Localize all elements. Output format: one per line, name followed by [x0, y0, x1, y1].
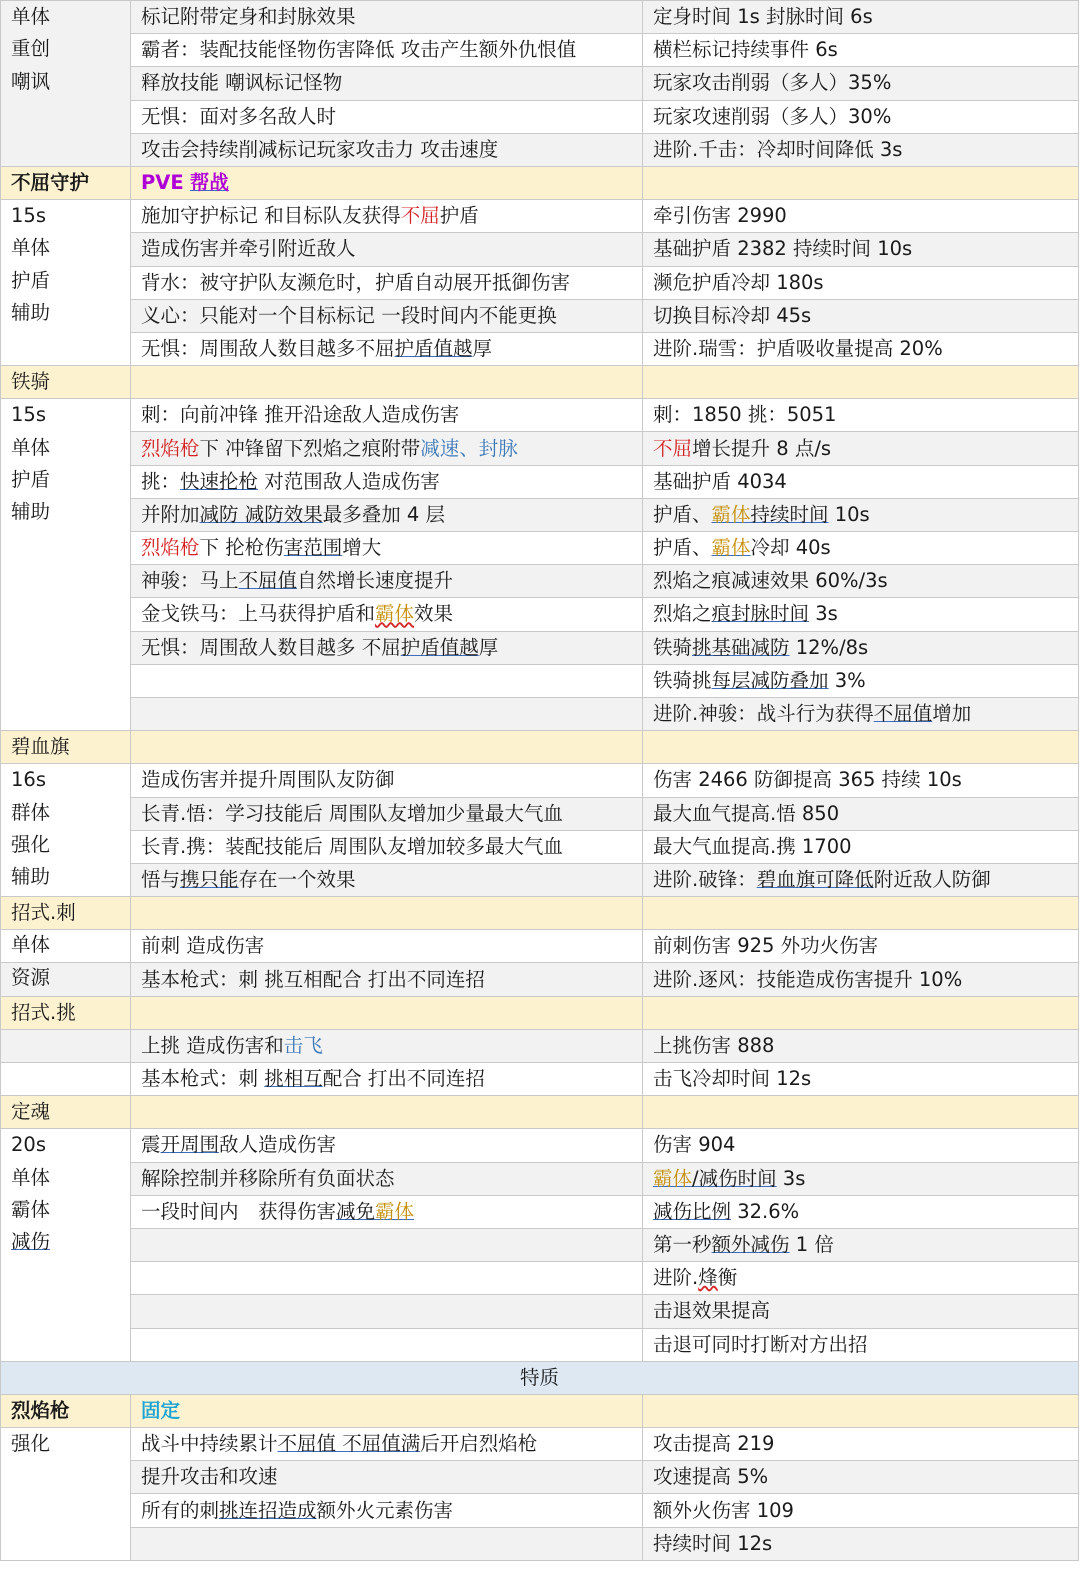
- skill-tag: 护盾: [11, 268, 51, 292]
- table-row: [1, 830, 1079, 863]
- effect-cell: [131, 996, 643, 1029]
- value-cell: 击退效果提高: [643, 1295, 1079, 1328]
- skill-tag: 辅助: [11, 500, 51, 524]
- skill-tag: 资源: [1, 963, 131, 996]
- skill-tag: 单体: [11, 1165, 51, 1189]
- skill-tag: 单体: [11, 435, 51, 459]
- value-cell: [643, 166, 1079, 199]
- value-cell: 基础护盾 4034: [643, 465, 1079, 498]
- skill-header-row: [1, 366, 1079, 399]
- value-cell: 上挑伤害 888: [643, 1029, 1079, 1062]
- effect-cell: 施加守护标记 和目标队友获得不屈护盾: [131, 200, 643, 233]
- value-cell: [643, 897, 1079, 930]
- effect-cell: 烈焰枪下 冲锋留下烈焰之痕附带减速、封脉: [131, 432, 643, 465]
- table-row: [1, 1063, 1079, 1096]
- table-row: [1, 100, 1079, 133]
- value-cell: 最大气血提高.携 1700: [643, 830, 1079, 863]
- skill-tag: 15s: [11, 204, 46, 228]
- table-row: [1, 1295, 1079, 1328]
- effect-cell: 上挑 造成伤害和击飞: [131, 1029, 643, 1062]
- skill-mode-cell: [131, 166, 643, 199]
- effect-cell: [131, 1328, 643, 1361]
- effect-cell: 一段时间内 获得伤害减免霸体: [131, 1195, 643, 1228]
- value-cell: 伤害 904: [643, 1129, 1079, 1162]
- skill-tag: 减伤: [11, 1230, 51, 1254]
- skill-name: 烈焰枪: [1, 1394, 131, 1427]
- effect-cell: 无惧：面对多名敌人时: [131, 100, 643, 133]
- skill-tag: 15s: [11, 403, 46, 427]
- value-cell: 横栏标记持续事件 6s: [643, 34, 1079, 67]
- value-cell: 基础护盾 2382 持续时间 10s: [643, 233, 1079, 266]
- skill-header-row: [1, 1096, 1079, 1129]
- value-cell: [643, 996, 1079, 1029]
- table-row: [1, 1262, 1079, 1295]
- effect-cell: 无惧：周围敌人数目越多 不屈护盾值越厚: [131, 631, 643, 664]
- value-cell: 击退可同时打断对方出招: [643, 1328, 1079, 1361]
- skill-header-row: [1, 166, 1079, 199]
- effect-cell: [131, 366, 643, 399]
- table-row: [1, 34, 1079, 67]
- effect-cell: 烈焰枪下 抡枪伤害范围增大: [131, 532, 643, 565]
- skill-tag: 16s: [11, 768, 46, 792]
- value-cell: 护盾、霸体持续时间 10s: [643, 498, 1079, 531]
- skill-header-row: [1, 1394, 1079, 1427]
- effect-cell: 基本枪式：刺 挑相互配合 打出不同连招: [131, 1063, 643, 1096]
- value-cell: 不屈增长提升 8 点/s: [643, 432, 1079, 465]
- effect-cell: 背水：被守护队友濒危时，护盾自动展开抵御伤害: [131, 266, 643, 299]
- effect-cell: 霸者：装配技能怪物伤害降低 攻击产生额外仇恨值: [131, 34, 643, 67]
- skill-tags-cell: [1, 399, 131, 731]
- table-row: [1, 1228, 1079, 1261]
- table-row: [1, 465, 1079, 498]
- table-row: [1, 67, 1079, 100]
- value-cell: 持续时间 12s: [643, 1527, 1079, 1560]
- value-cell: 护盾、霸体冷却 40s: [643, 532, 1079, 565]
- table-row: [1, 598, 1079, 631]
- value-cell: 前刺伤害 925 外功火伤害: [643, 930, 1079, 963]
- table-row: [1, 133, 1079, 166]
- effect-cell: 释放技能 嘲讽标记怪物: [131, 67, 643, 100]
- section-title: 特质: [1, 1361, 1079, 1394]
- effect-cell: 无惧：周围敌人数目越多不屈护盾值越厚: [131, 332, 643, 365]
- value-cell: 进阶.烽衡: [643, 1262, 1079, 1295]
- value-cell: 伤害 2466 防御提高 365 持续 10s: [643, 764, 1079, 797]
- effect-cell: 震开周围敌人造成伤害: [131, 1129, 643, 1162]
- table-row: [1, 432, 1079, 465]
- effect-cell: 刺：向前冲锋 推开沿途敌人造成伤害: [131, 399, 643, 432]
- skill-header-row: [1, 731, 1079, 764]
- effect-cell: 解除控制并移除所有负面状态: [131, 1162, 643, 1195]
- effect-cell: [131, 1096, 643, 1129]
- effect-cell: 标记附带定身和封脉效果: [131, 1, 643, 34]
- skill-name: 招式.挑: [1, 996, 131, 1029]
- value-cell: 进阶.逐风：技能造成伤害提升 10%: [643, 963, 1079, 996]
- value-cell: 最大血气提高.悟 850: [643, 797, 1079, 830]
- value-cell: [643, 366, 1079, 399]
- skill-name: 不屈守护: [1, 166, 131, 199]
- table-row: [1, 1, 1079, 34]
- effect-cell: 悟与携只能存在一个效果: [131, 863, 643, 896]
- effect-cell: [131, 731, 643, 764]
- table-row: [1, 1328, 1079, 1361]
- table-row: [1, 1428, 1079, 1461]
- effect-cell: 提升攻击和攻速: [131, 1461, 643, 1494]
- skill-tags-cell: [1, 1, 131, 167]
- effect-cell: [131, 697, 643, 730]
- skill-tags-cell: [1, 1129, 131, 1361]
- value-cell: 烈焰之痕减速效果 60%/3s: [643, 565, 1079, 598]
- table-row: [1, 532, 1079, 565]
- skill-tag: 护盾: [11, 467, 51, 491]
- value-cell: 牵引伤害 2990: [643, 200, 1079, 233]
- table-row: [1, 565, 1079, 598]
- skill-tag: 强化: [11, 1432, 51, 1456]
- value-cell: 攻击提高 219: [643, 1428, 1079, 1461]
- table-row: [1, 233, 1079, 266]
- skill-tags-cell: [1, 764, 131, 897]
- skill-tag: 20s: [11, 1133, 46, 1157]
- mode-pve: PVE: [141, 171, 184, 195]
- value-cell: [643, 731, 1079, 764]
- value-cell: 刺：1850 挑：5051: [643, 399, 1079, 432]
- effect-cell: 造成伤害并牵引附近敌人: [131, 233, 643, 266]
- table-row: [1, 863, 1079, 896]
- skill-header-row: [1, 996, 1079, 1029]
- value-cell: 定身时间 1s 封脉时间 6s: [643, 1, 1079, 34]
- table-row: [1, 200, 1079, 233]
- skill-name: 定魂: [1, 1096, 131, 1129]
- effect-cell: [131, 897, 643, 930]
- skill-name: 碧血旗: [1, 731, 131, 764]
- value-cell: 切换目标冷却 45s: [643, 299, 1079, 332]
- table-row: [1, 266, 1079, 299]
- skill-tags-cell: [1, 200, 131, 366]
- effect-cell: 金戈铁马：上马获得护盾和霸体效果: [131, 598, 643, 631]
- skill-tag: 单体: [11, 236, 51, 260]
- skill-name: 招式.刺: [1, 897, 131, 930]
- table-row: [1, 332, 1079, 365]
- skill-header-row: [1, 897, 1079, 930]
- skill-tag: 单体: [1, 930, 131, 963]
- effect-cell: [131, 1295, 643, 1328]
- skill-tag: 单体: [11, 5, 51, 28]
- effect-cell: [131, 1228, 643, 1261]
- table-row: [1, 664, 1079, 697]
- effect-cell: 基本枪式：刺 挑互相配合 打出不同连招: [131, 963, 643, 996]
- effect-cell: 前刺 造成伤害: [131, 930, 643, 963]
- value-cell: 减伤比例 32.6%: [643, 1195, 1079, 1228]
- value-cell: 第一秒额外减伤 1 倍: [643, 1228, 1079, 1261]
- value-cell: 濒危护盾冷却 180s: [643, 266, 1079, 299]
- effect-cell: 战斗中持续累计不屈值 不屈值满后开启烈焰枪: [131, 1428, 643, 1461]
- skill-tag: 强化: [11, 832, 51, 856]
- table-row: [1, 498, 1079, 531]
- table-row: [1, 1494, 1079, 1527]
- value-cell: 铁骑挑基础减防 12%/8s: [643, 631, 1079, 664]
- effect-cell: 长青.悟：学习技能后 周围队友增加少量最大气血: [131, 797, 643, 830]
- table-row: [1, 1162, 1079, 1195]
- mode-guild-war: 帮战: [189, 171, 229, 195]
- skill-tag: 群体: [11, 800, 51, 824]
- skill-tags-cell: [1, 1428, 131, 1561]
- table-row: [1, 1527, 1079, 1560]
- value-cell: 进阶.破锋：碧血旗可降低附近敌人防御: [643, 863, 1079, 896]
- table-row: [1, 299, 1079, 332]
- effect-cell: 长青.携：装配技能后 周围队友增加较多最大气血: [131, 830, 643, 863]
- table-row: [1, 1129, 1079, 1162]
- skill-tag: 辅助: [11, 865, 51, 889]
- value-cell: 玩家攻速削弱（多人）30%: [643, 100, 1079, 133]
- table-row: [1, 1195, 1079, 1228]
- skill-tags-cell: [1, 1063, 131, 1096]
- value-cell: 额外火伤害 109: [643, 1494, 1079, 1527]
- effect-cell: 所有的刺挑连招造成额外火元素伤害: [131, 1494, 643, 1527]
- effect-cell: 造成伤害并提升周围队友防御: [131, 764, 643, 797]
- effect-cell: 并附加减防 减防效果最多叠加 4 层: [131, 498, 643, 531]
- skill-mode-cell: [131, 1394, 643, 1427]
- table-row: [1, 764, 1079, 797]
- table-row: [1, 797, 1079, 830]
- value-cell: 进阶.千击：冷却时间降低 3s: [643, 133, 1079, 166]
- value-cell: [643, 1394, 1079, 1427]
- mode-fixed: 固定: [141, 1398, 181, 1422]
- value-cell: 进阶.瑞雪：护盾吸收量提高 20%: [643, 332, 1079, 365]
- table-row: [1, 930, 1079, 963]
- value-cell: 烈焰之痕封脉时间 3s: [643, 598, 1079, 631]
- value-cell: 霸体/减伤时间 3s: [643, 1162, 1079, 1195]
- effect-cell: [131, 1262, 643, 1295]
- table-row: [1, 631, 1079, 664]
- value-cell: 铁骑挑每层减防叠加 3%: [643, 664, 1079, 697]
- skill-tag: 霸体: [11, 1197, 51, 1221]
- skill-tag: 嘲讽: [11, 69, 51, 93]
- effect-cell: [131, 1527, 643, 1560]
- skill-name: 铁骑: [1, 366, 131, 399]
- table-row: [1, 697, 1079, 730]
- skill-tags-cell: [1, 1029, 131, 1062]
- effect-cell: 挑：快速抡枪 对范围敌人造成伤害: [131, 465, 643, 498]
- value-cell: 玩家攻击削弱（多人）35%: [643, 67, 1079, 100]
- value-cell: 进阶.神骏：战斗行为获得不屈值增加: [643, 697, 1079, 730]
- effect-cell: 攻击会持续削减标记玩家攻击力 攻击速度: [131, 133, 643, 166]
- effect-cell: [131, 664, 643, 697]
- skill-tag: 辅助: [11, 301, 51, 325]
- skill-tag: 重创: [11, 37, 51, 61]
- effect-cell: 义心：只能对一个目标标记 一段时间内不能更换: [131, 299, 643, 332]
- effect-cell: 神骏：马上不屈值自然增长速度提升: [131, 565, 643, 598]
- table-row: [1, 963, 1079, 996]
- value-cell: 击飞冷却时间 12s: [643, 1063, 1079, 1096]
- value-cell: [643, 1096, 1079, 1129]
- section-header-row: [1, 1361, 1079, 1394]
- table-row: [1, 1029, 1079, 1062]
- table-row: [1, 399, 1079, 432]
- table-row: [1, 1461, 1079, 1494]
- value-cell: 攻速提高 5%: [643, 1461, 1079, 1494]
